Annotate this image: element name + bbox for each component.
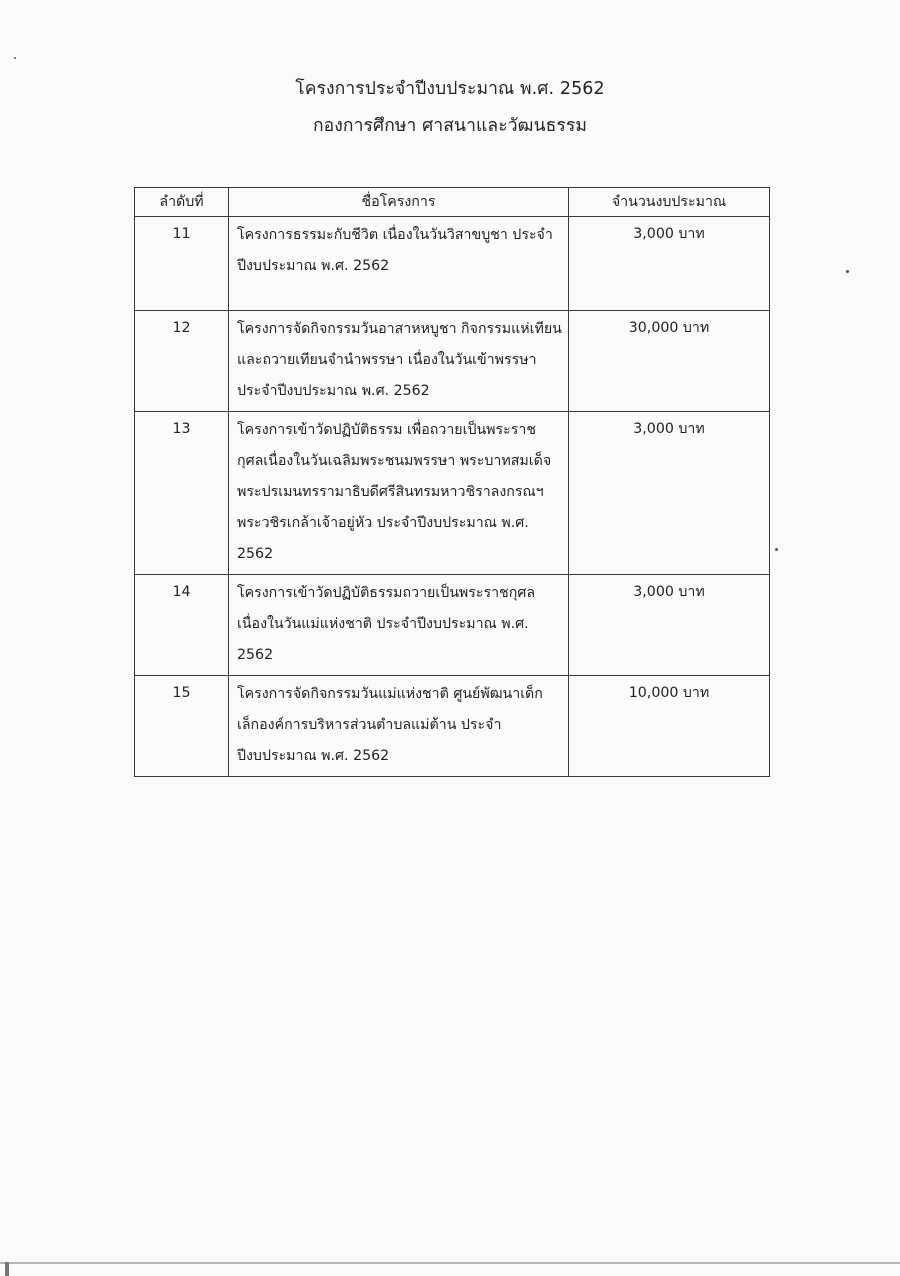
scan-speck [775, 548, 778, 551]
row-project-name: โครงการจัดกิจกรรมวันแม่แห่งชาติ ศูนย์พัฒนาเด็กเล็กองค์การบริหารส่วนตำบลแม่ต้าน ประจำปีงบประมาณ พ.ศ. 2562 [229, 676, 569, 777]
table-row [135, 412, 770, 575]
row-budget: 3,000 บาท [569, 575, 770, 676]
row-budget: 3,000 บาท [569, 217, 770, 311]
projects-table [134, 187, 770, 777]
header-order: ลำดับที่ [135, 188, 229, 217]
table-row [135, 311, 770, 412]
row-budget: 10,000 บาท [569, 676, 770, 777]
row-order: 12 [135, 311, 229, 412]
row-project-name: โครงการธรรมะกับชีวิต เนื่องในวันวิสาขบูชา ประจำปีงบประมาณ พ.ศ. 2562 [229, 217, 569, 311]
document-subtitle: กองการศึกษา ศาสนาและวัฒนธรรม [312, 116, 588, 136]
header-budget: จำนวนงบประมาณ [569, 188, 770, 217]
row-budget: 3,000 บาท [569, 412, 770, 575]
row-budget: 30,000 บาท [569, 311, 770, 412]
scan-edge-line [0, 1262, 900, 1264]
table-header-row [135, 188, 770, 217]
row-order: 11 [135, 217, 229, 311]
row-order: 14 [135, 575, 229, 676]
row-project-name: โครงการเข้าวัดปฏิบัติธรรม เพื่อถวายเป็นพระราชกุศลเนื่องในวันเฉลิมพระชนมพรรษา พระบาทสมเด็จพระปรเมนทรรามาธิบดีศรีสินทรมหาวชิราลงกรณฯ พระวชิรเกล้าเจ้าอยู่หัว ประจำปีงบประมาณ พ.ศ. 2562 [229, 412, 569, 575]
scan-speck [846, 270, 849, 273]
table-row [135, 676, 770, 777]
document-title: โครงการประจำปีงบประมาณ พ.ศ. 2562 [295, 79, 605, 99]
scan-edge-mark [5, 1262, 9, 1276]
table-row [135, 217, 770, 311]
table-row [135, 575, 770, 676]
row-order: 13 [135, 412, 229, 575]
row-project-name: โครงการจัดกิจกรรมวันอาสาหหบูชา กิจกรรมแห่เทียนและถวายเทียนจำนำพรรษา เนื่องในวันเข้าพรรษา ประจำปีงบประมาณ พ.ศ. 2562 [229, 311, 569, 412]
scan-speck [14, 57, 16, 59]
header-project-name: ชื่อโครงการ [229, 188, 569, 217]
row-order: 15 [135, 676, 229, 777]
row-project-name: โครงการเข้าวัดปฏิบัติธรรมถวายเป็นพระราชกุศลเนื่องในวันแม่แห่งชาติ ประจำปีงบประมาณ พ.ศ. 2562 [229, 575, 569, 676]
